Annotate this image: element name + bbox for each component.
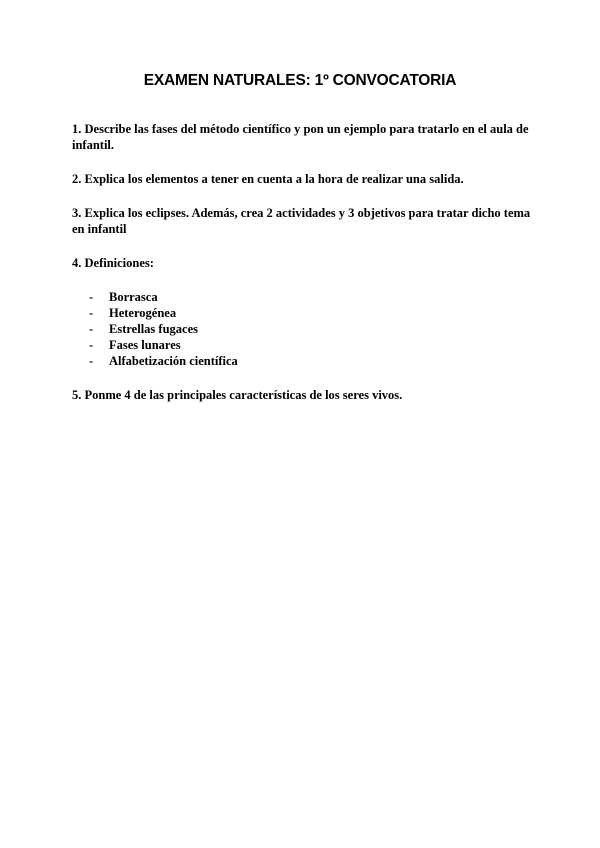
exam-title: EXAMEN NATURALES: 1º CONVOCATORIA <box>143 72 457 89</box>
question-4: 4. Definiciones: <box>72 256 154 270</box>
definition-item <box>72 289 532 305</box>
definition-item <box>72 337 532 353</box>
definition-term: Estrellas fugaces <box>109 322 198 336</box>
definition-term: Alfabetización científica <box>109 354 238 368</box>
definitions-list <box>72 289 532 369</box>
question-2: 2. Explica los elementos a tener en cuenta a la hora de realizar una salida. <box>72 172 464 186</box>
exam-content <box>72 121 532 421</box>
list-bullet: - <box>89 306 94 320</box>
list-bullet: - <box>89 290 94 304</box>
question-1: 1. Describe las fases del método científico y pon un ejemplo para tratarlo en el aula de infantil. <box>72 122 529 152</box>
question-5: 5. Ponme 4 de las principales características de los seres vivos. <box>72 388 403 402</box>
definition-item <box>72 321 532 337</box>
definition-item <box>72 353 532 369</box>
definition-term: Heterogénea <box>109 306 177 320</box>
definition-item <box>72 305 532 321</box>
definition-term: Fases lunares <box>109 338 181 352</box>
list-bullet: - <box>89 322 94 336</box>
question-3: 3. Explica los eclipses. Además, crea 2 actividades y 3 objetivos para tratar dicho tema en infantil <box>72 206 531 236</box>
definition-term: Borrasca <box>109 290 158 304</box>
list-bullet: - <box>89 354 94 368</box>
list-bullet: - <box>89 338 94 352</box>
